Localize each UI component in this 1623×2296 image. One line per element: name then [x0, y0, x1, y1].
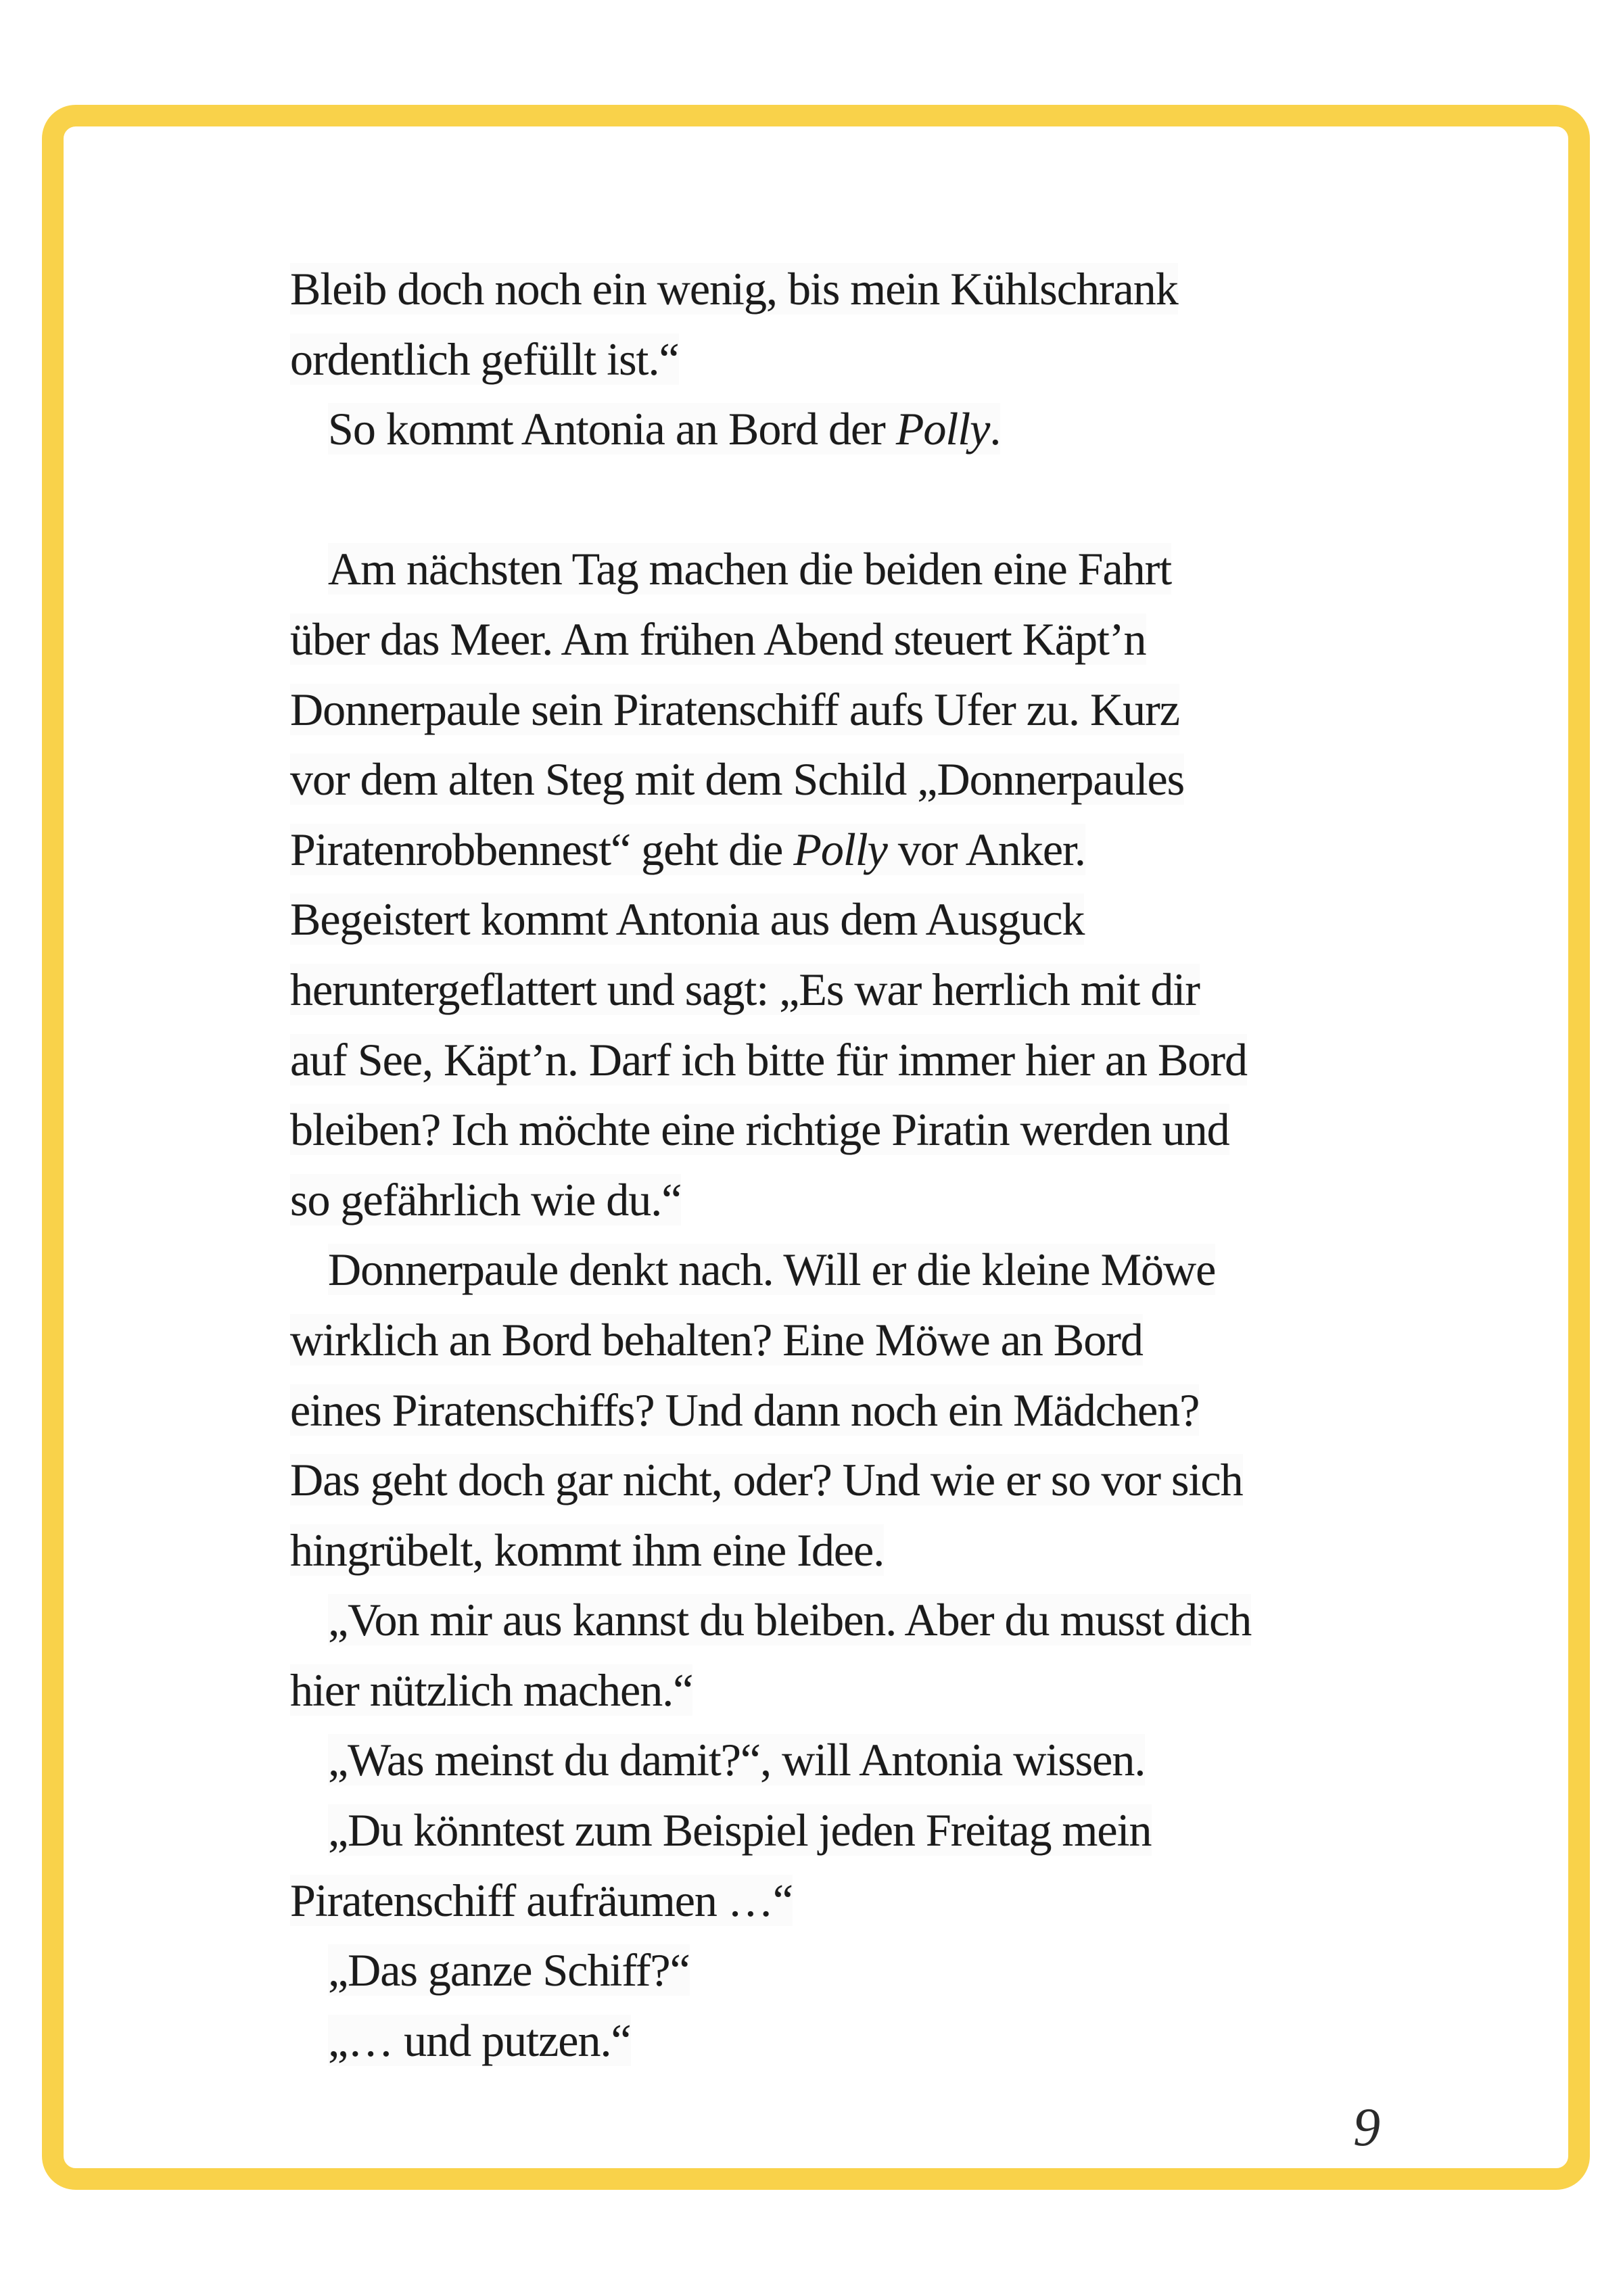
text-segment: eines Piratenschiffs? Und dann noch ein Mädchen?	[290, 1384, 1200, 1436]
text-segment: bleiben? Ich möchte eine richtige Piratin werden und	[290, 1104, 1229, 1156]
text-line	[290, 675, 1413, 745]
text-segment: „Von mir aus kannst du bleiben. Aber du musst dich	[328, 1594, 1252, 1646]
text-block	[290, 254, 1413, 2076]
text-line	[290, 1656, 1413, 1726]
text-line	[290, 254, 1413, 325]
text-segment: Begeistert kommt Antonia aus dem Ausguck	[290, 893, 1085, 945]
text-segment: ordentlich gefüllt ist.“	[290, 333, 679, 385]
text-segment: Am nächsten Tag machen die beiden eine Fahrt	[328, 543, 1172, 595]
text-line	[290, 1025, 1413, 1096]
text-segment: hier nützlich machen.“	[290, 1664, 693, 1716]
text-segment: „Was meinst du damit?“, will Antonia wissen.	[328, 1734, 1146, 1786]
text-segment: „Das ganze Schiff?“	[328, 1944, 690, 1996]
text-line	[290, 1235, 1413, 1305]
text-line	[290, 1516, 1413, 1586]
page-number: 9	[1353, 2098, 1380, 2157]
italic-text-segment: Polly	[895, 403, 990, 455]
italic-text-segment: Polly	[793, 823, 887, 875]
text-segment: vor Anker.	[887, 823, 1085, 875]
text-segment: so gefährlich wie du.“	[290, 1173, 682, 1225]
text-segment: Piratenrobbennest“ geht die	[290, 823, 794, 875]
text-segment: Bleib doch noch ein wenig, bis mein Kühlschrank	[290, 263, 1178, 314]
text-line	[290, 745, 1413, 815]
text-line	[290, 2006, 1413, 2076]
text-segment: wirklich an Bord behalten? Eine Möwe an Bord	[290, 1313, 1143, 1365]
text-segment: „… und putzen.“	[328, 2014, 631, 2066]
text-segment: auf See, Käpt’n. Darf ich bitte für immer hier an Bord	[290, 1033, 1248, 1085]
text-segment: .	[989, 403, 1001, 455]
text-segment: über das Meer. Am frühen Abend steuert Käpt’n	[290, 613, 1146, 665]
text-segment: Donnerpaule denkt nach. Will er die kleine Möwe	[328, 1244, 1216, 1296]
text-line	[290, 1305, 1413, 1376]
text-line	[290, 325, 1413, 395]
text-line	[290, 605, 1413, 675]
text-line	[290, 1165, 1413, 1236]
text-line	[290, 394, 1413, 465]
text-line	[290, 1936, 1413, 2006]
text-segment: vor dem alten Steg mit dem Schild „Donnerpaules	[290, 753, 1185, 805]
text-segment: Piratenschiff aufräumen …“	[290, 1874, 793, 1926]
text-line	[290, 534, 1413, 605]
text-segment: So kommt Antonia an Bord der	[328, 403, 896, 455]
text-line	[290, 1376, 1413, 1446]
text-segment: Das geht doch gar nicht, oder? Und wie er so vor sich	[290, 1454, 1243, 1506]
text-segment: Donnerpaule sein Piratenschiff aufs Ufer zu. Kurz	[290, 683, 1179, 735]
text-line	[290, 885, 1413, 955]
text-line	[290, 1866, 1413, 1936]
text-segment: heruntergeflattert und sagt: „Es war herrlich mit dir	[290, 963, 1200, 1015]
text-line	[290, 1445, 1413, 1516]
text-line	[290, 1725, 1413, 1796]
blank-line	[290, 465, 1413, 535]
text-line	[290, 1095, 1413, 1165]
text-line	[290, 815, 1413, 885]
text-line	[290, 955, 1413, 1025]
text-segment: hingrübelt, kommt ihm eine Idee.	[290, 1524, 885, 1576]
text-line	[290, 1796, 1413, 1866]
text-line	[290, 1585, 1413, 1656]
text-segment: „Du könntest zum Beispiel jeden Freitag mein	[328, 1804, 1152, 1856]
